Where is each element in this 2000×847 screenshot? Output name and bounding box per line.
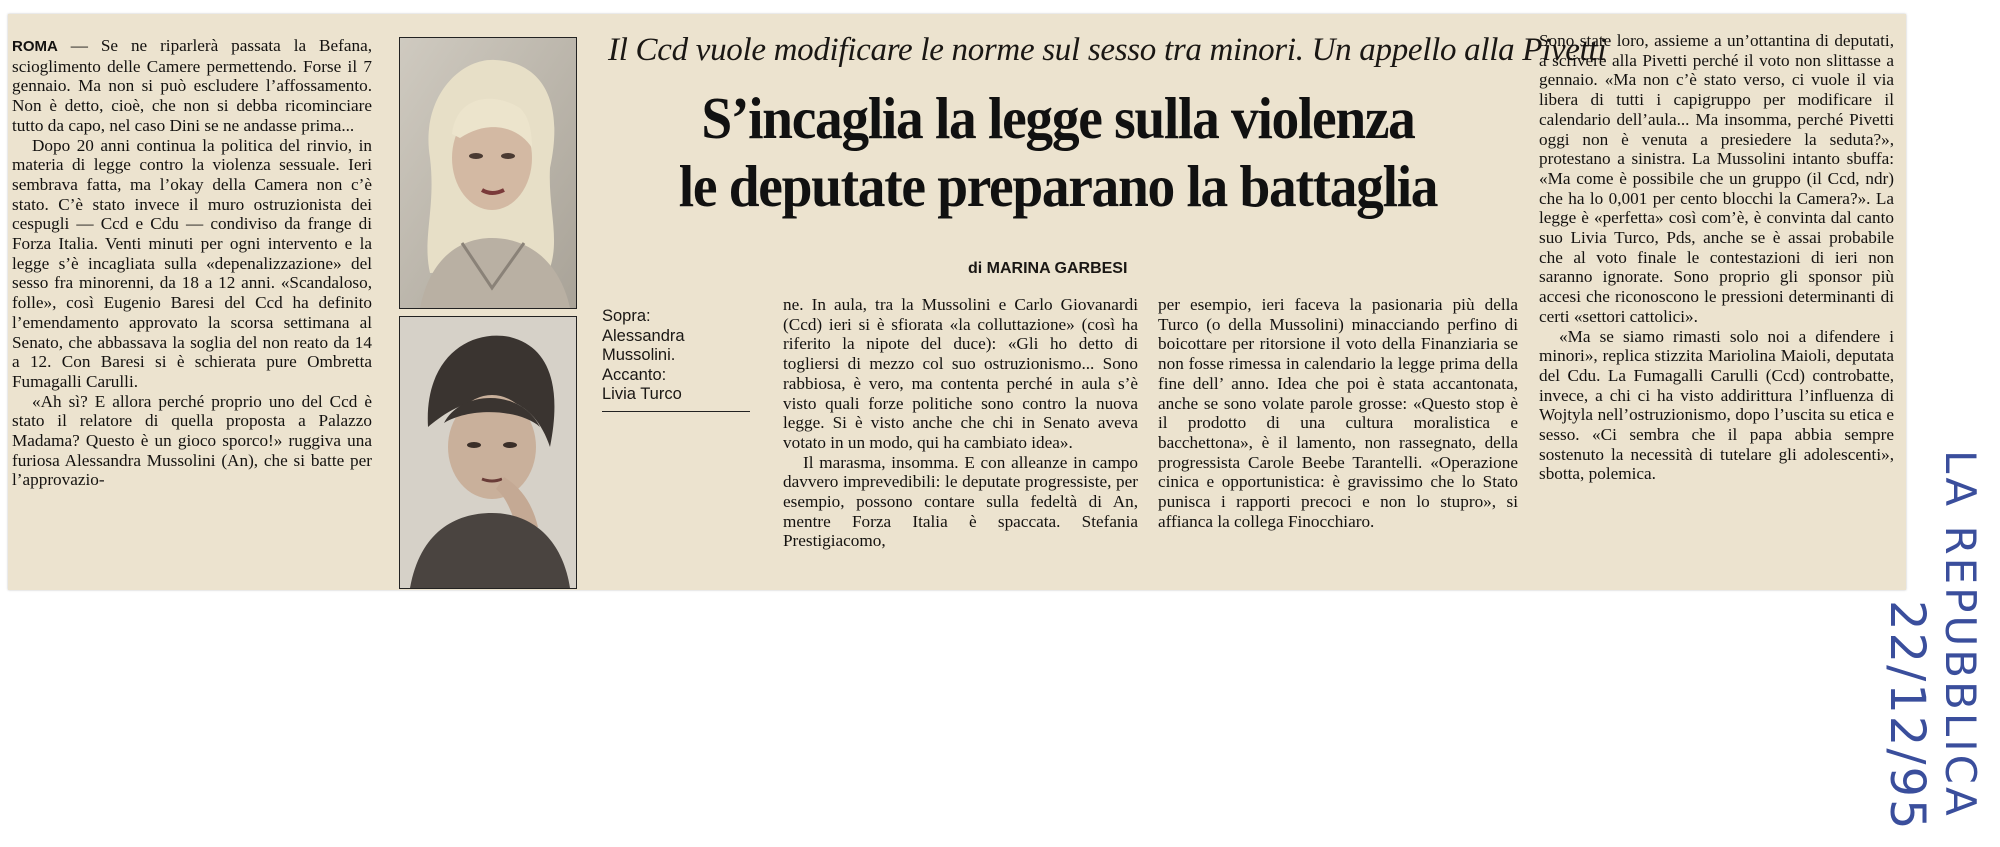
article-paragraph: ne. In aula, tra la Mussolini e Carlo Giovanardi (Ccd) ieri si è sfiorata «la colluttazione» (così ha riferito la nipote del duce): «Gli ho detto di togliersi di mezzo col suo ostruzionismo... Sono rabbiosa, è vero, ma contenta perché in aula s’è visto quali forze politiche sono contro la nuova legge. Si è visto anche che chi in Senato aveva votato in un modo, qui ha cambiato idea».: [783, 295, 1138, 452]
headline-line-1: S’incaglia la legge sulla violenza: [701, 85, 1415, 151]
portrait-image: [400, 317, 576, 588]
article-paragraph: Sono state loro, assieme a un’ottantina di deputati, a scrivere alla Pivetti perché il voto non slittasse a gennaio. «Ma non c’è stato verso, ci vuole il via libera di tutti i capigruppo per modificare il calendario dell’aula... Ma insomma, perché Pivetti oggi non è venuta a presiedere la seduta?», protestano a sinistra. La Mussolini intanto sbuffa: «Ma come è possibile che un gruppo (il Ccd, ndr) che ha lo 0,001 per cento blocchi la Camera?». La legge è «perfetta» così com’è, è convinta dal canto suo Livia Turco, Pds, anche se è assai probabile che al voto finale le contestazioni di ieri non saranno ignorate. Sono proprio gli sponsor più accesi che riconoscono le pressioni determinanti di certi «settori cattolici».: [1539, 31, 1894, 326]
newspaper-clipping: [8, 14, 1906, 590]
article-paragraph: per esempio, ieri faceva la pasionaria più della Turco (o della Mussolini) minacciando perfino di boicottare per ritorsione il voto della Finanziaria se non fosse rimessa in calendario la legge prima della fine dell’ anno. Idea che poi è stata accantonata, anche se sono volate parole grosse: «Questo stop è il prodotto di una cultura moralistica e bacchettona», è il lamento, non rassegnato, della progressista Carole Beebe Tarantelli. «Operazione cinica e opportunistica: è gravissimo che lo Stato punisca i rapporti precoci e non lo stupro», si affianca la collega Finocchiaro.: [1158, 295, 1518, 531]
dateline: ROMA: [12, 38, 58, 55]
article-headline: [607, 84, 1509, 220]
article-kicker: Il Ccd vuole modificare le norme sul sesso tra minori. Un appello alla Pivetti: [608, 32, 1607, 68]
photo-alessandra-mussolini: [399, 37, 577, 309]
article-paragraph: Il marasma, insomma. E con alleanze in campo davvero imprevedibili: le deputate progressiste, per esempio, possono contare sulla fedeltà di An, mentre Forza Italia è spaccata. Stefania Prestigiacomo,: [783, 452, 1138, 551]
article-paragraph: ROMA — Se ne riparlerà passata la Befana, scioglimento delle Camere permettendo. Forse il 7 gennaio. Ma non si può escludere l’affossamento. Non è detto, cioè, che non si debba ricominciare tutto da capo, nel caso Dini se ne andasse prima...: [12, 36, 372, 135]
handwritten-source: LA REPUBBLICA: [1936, 450, 1985, 819]
portrait-image: [400, 38, 576, 308]
article-column-2: [783, 295, 1138, 551]
photo-livia-turco: [399, 316, 577, 589]
handwritten-date: 22/12/95: [1879, 600, 1935, 832]
article-column-1: [12, 36, 372, 490]
article-paragraph: «Ah sì? E allora perché proprio uno del Ccd è stato il relatore di quella proposta a Palazzo Madama? Questo è un gioco sporco!» ruggiva una furiosa Alessandra Mussolini (An), che si batte per l’approvazio-: [12, 391, 372, 490]
article-column-3: [1158, 295, 1518, 531]
headline-line-2: le deputate preparano la battaglia: [678, 153, 1438, 219]
article-column-4: [1539, 31, 1894, 484]
photo-caption: Sopra: Alessandra Mussolini. Accanto: Livia Turco: [602, 307, 750, 412]
article-paragraph: «Ma se siamo rimasti solo noi a difendere i minori», replica stizzita Mariolina Maioli, deputata del Cdu. La Fumagalli Carulli (Ccd) controbatte, invece, a chi ci ha visto addirittura l’influenza di Wojtyla nell’ostruzionismo, dopo l’uscita su etica e sesso. «Ci sembra che il papa abbia sempre sostenuto la necessità di tutelare gli adolescenti», sbotta, polemica.: [1539, 326, 1894, 484]
article-paragraph: Dopo 20 anni continua la politica del rinvio, in materia di legge contro la violenza sessuale. Ieri sembrava fatta, ma l’okay della Camera non c’è stato. C’è stato invece il muro ostruzionista dei cespugli — Ccd e Cdu — condiviso da frange di Forza Italia. Venti minuti per ogni intervento e la legge s’è incagliata sulla «depenalizzazione» del sesso fra minorenni, da 18 a 12 anni. «Scandaloso, folle», così Eugenio Baresi del Ccd ha definito l’emendamento approvato la scorsa settimana al Senato, che abbassava la soglia del non reato da 14 a 12. Con Baresi si è schierata pure Ombretta Fumagalli Carulli.: [12, 135, 372, 391]
article-byline: di MARINA GARBESI: [968, 260, 1128, 277]
